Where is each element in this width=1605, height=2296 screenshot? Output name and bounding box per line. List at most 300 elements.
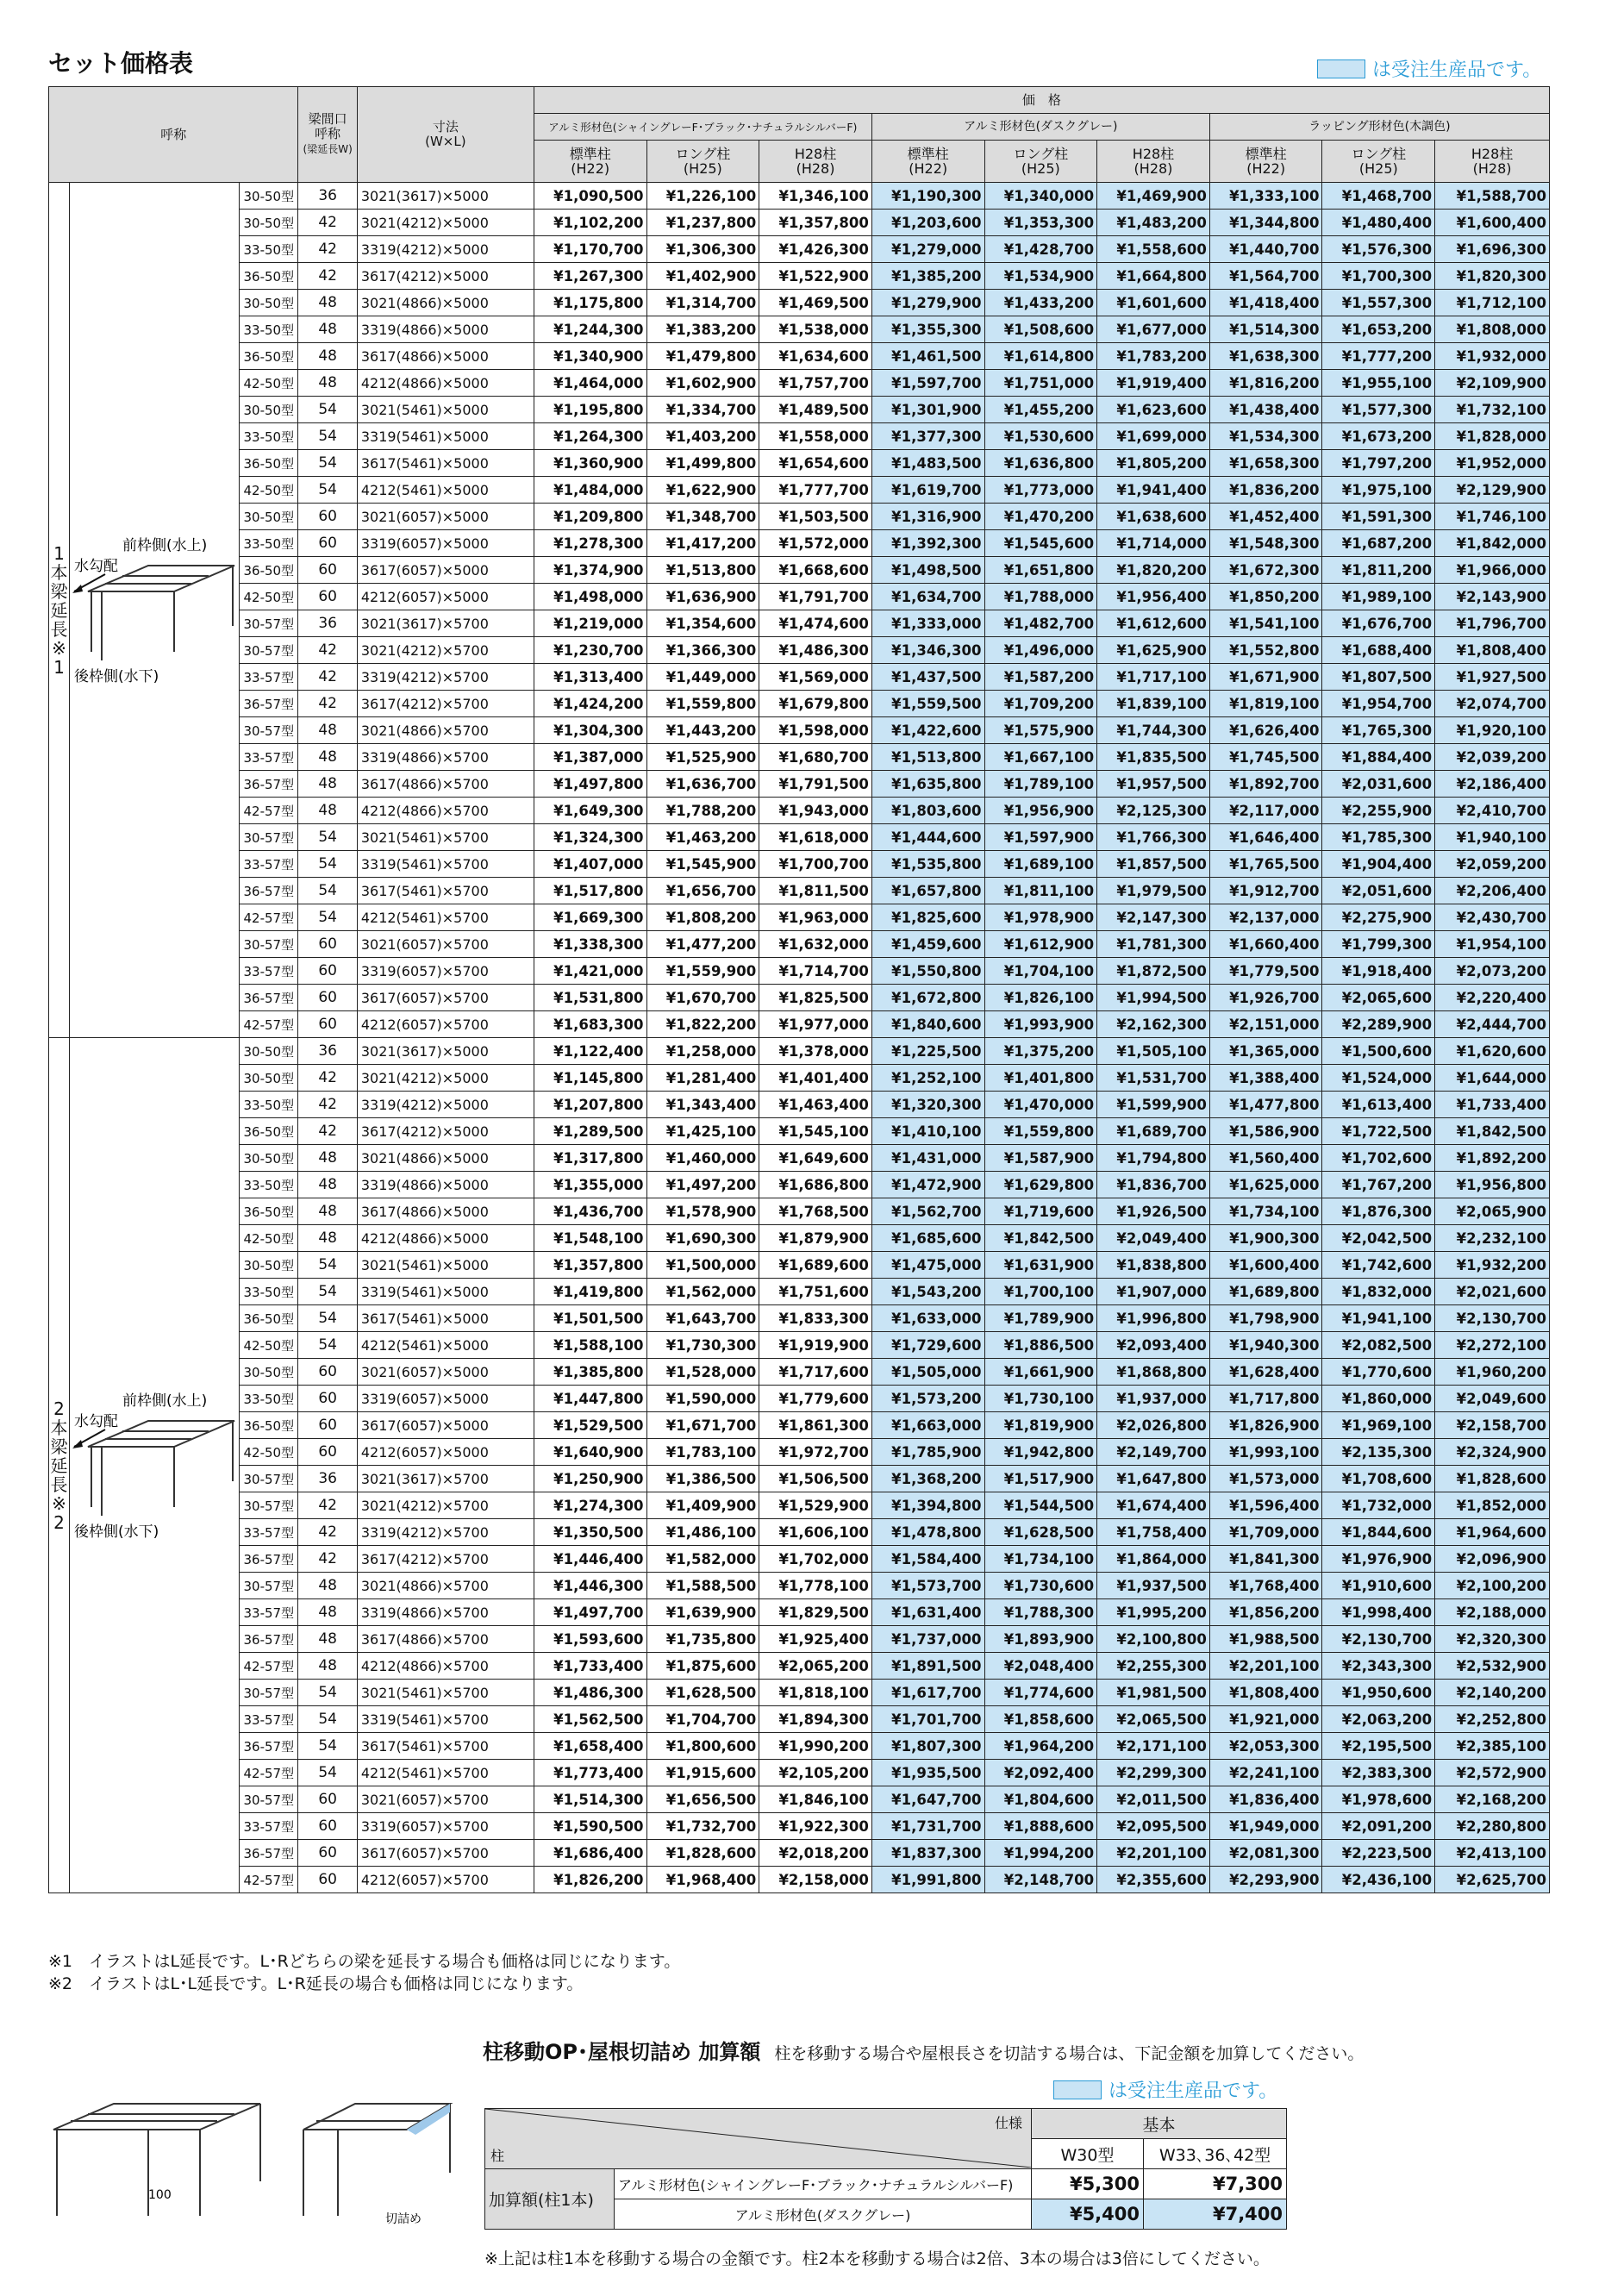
price-cell: ¥1,989,100 bbox=[1322, 584, 1435, 610]
price-cell: ¥1,789,100 bbox=[984, 771, 1097, 798]
price-cell: ¥1,219,000 bbox=[534, 610, 646, 637]
size-cell: 3319(5461)×5000 bbox=[357, 423, 534, 450]
type-cell: 30-50型 bbox=[240, 1065, 298, 1092]
notes bbox=[48, 1950, 680, 1995]
price-cell: ¥1,804,600 bbox=[984, 1786, 1097, 1813]
type-cell: 42-57型 bbox=[240, 1011, 298, 1038]
beam-width-cell: 42 bbox=[298, 263, 357, 290]
beam-width-cell: 36 bbox=[298, 183, 357, 210]
price-cell: ¥1,964,200 bbox=[984, 1733, 1097, 1760]
price-cell: ¥1,264,300 bbox=[534, 423, 646, 450]
beam-width-cell: 60 bbox=[298, 530, 357, 557]
beam-width-cell: 48 bbox=[298, 370, 357, 397]
price-cell: ¥2,073,200 bbox=[1435, 958, 1550, 985]
price-cell: ¥2,130,700 bbox=[1322, 1626, 1435, 1653]
price-cell: ¥1,433,200 bbox=[984, 290, 1097, 316]
price-cell: ¥2,117,000 bbox=[1209, 798, 1322, 824]
beam-width-cell: 36 bbox=[298, 1038, 357, 1065]
price-cell: ¥1,820,300 bbox=[1435, 263, 1550, 290]
type-cell: 30-57型 bbox=[240, 610, 298, 637]
type-cell: 30-50型 bbox=[240, 504, 298, 530]
price-cell: ¥1,699,000 bbox=[1097, 423, 1210, 450]
price-cell: ¥1,209,800 bbox=[534, 504, 646, 530]
type-cell: 42-50型 bbox=[240, 1332, 298, 1359]
price-cell: ¥1,531,700 bbox=[1097, 1065, 1210, 1092]
type-cell: 42-50型 bbox=[240, 1439, 298, 1466]
price-cell: ¥1,788,000 bbox=[984, 584, 1097, 610]
table-row bbox=[49, 1332, 1550, 1359]
price-cell: ¥1,836,400 bbox=[1209, 1786, 1322, 1813]
size-cell: 3021(3617)×5000 bbox=[357, 1038, 534, 1065]
price-cell: ¥1,419,800 bbox=[534, 1279, 646, 1305]
price-cell: ¥1,634,600 bbox=[759, 343, 872, 370]
price-cell: ¥1,587,900 bbox=[984, 1145, 1097, 1172]
price-cell: ¥1,700,300 bbox=[1322, 263, 1435, 290]
price-cell: ¥1,663,000 bbox=[871, 1412, 984, 1439]
price-cell: ¥1,860,000 bbox=[1322, 1386, 1435, 1412]
price-cell: ¥1,995,200 bbox=[1097, 1599, 1210, 1626]
table-row bbox=[49, 210, 1550, 236]
price-cell: ¥1,484,000 bbox=[534, 477, 646, 504]
price-cell: ¥1,647,800 bbox=[1097, 1466, 1210, 1492]
price-cell: ¥1,618,000 bbox=[759, 824, 872, 851]
price-cell: ¥1,857,500 bbox=[1097, 851, 1210, 878]
price-cell: ¥1,746,100 bbox=[1435, 504, 1550, 530]
price-cell: ¥1,732,700 bbox=[646, 1813, 759, 1840]
price-cell: ¥1,757,700 bbox=[759, 370, 872, 397]
size-cell: 3319(5461)×5000 bbox=[357, 1279, 534, 1305]
price-cell: ¥1,888,600 bbox=[984, 1813, 1097, 1840]
price-cell: ¥1,529,900 bbox=[759, 1492, 872, 1519]
price-cell: ¥1,798,900 bbox=[1209, 1305, 1322, 1332]
price-cell: ¥1,954,700 bbox=[1322, 691, 1435, 717]
price-cell: ¥1,383,200 bbox=[646, 316, 759, 343]
price-cell: ¥1,499,800 bbox=[646, 450, 759, 477]
size-cell: 3617(5461)×5700 bbox=[357, 1733, 534, 1760]
price-cell: ¥1,717,100 bbox=[1097, 664, 1210, 691]
type-cell: 36-57型 bbox=[240, 771, 298, 798]
beam-width-cell: 42 bbox=[298, 1118, 357, 1145]
price-cell: ¥1,590,500 bbox=[534, 1813, 646, 1840]
price-cell: ¥1,625,900 bbox=[1097, 637, 1210, 664]
price-cell: ¥1,431,000 bbox=[871, 1145, 984, 1172]
price-cell: ¥1,722,500 bbox=[1322, 1118, 1435, 1145]
price-cell: ¥1,470,200 bbox=[984, 504, 1097, 530]
price-cell: ¥1,313,400 bbox=[534, 664, 646, 691]
table-row bbox=[49, 744, 1550, 771]
price-cell: ¥1,758,400 bbox=[1097, 1519, 1210, 1546]
price-cell: ¥1,700,700 bbox=[759, 851, 872, 878]
price-cell: ¥1,957,500 bbox=[1097, 771, 1210, 798]
table-row bbox=[49, 1439, 1550, 1466]
price-cell: ¥1,884,400 bbox=[1322, 744, 1435, 771]
price-cell: ¥1,651,800 bbox=[984, 557, 1097, 584]
price-cell: ¥1,403,200 bbox=[646, 423, 759, 450]
size-cell: 3021(5461)×5700 bbox=[357, 824, 534, 851]
price-cell: ¥1,517,900 bbox=[984, 1466, 1097, 1492]
table-row bbox=[49, 236, 1550, 263]
price-cell: ¥1,978,900 bbox=[984, 904, 1097, 931]
option-w33-header: W33､36､42型 bbox=[1144, 2139, 1287, 2169]
table-row bbox=[49, 798, 1550, 824]
price-cell: ¥1,122,400 bbox=[534, 1038, 646, 1065]
price-cell: ¥1,500,000 bbox=[646, 1252, 759, 1279]
price-cell: ¥1,702,000 bbox=[759, 1546, 872, 1573]
price-cell: ¥2,430,700 bbox=[1435, 904, 1550, 931]
price-cell: ¥2,149,700 bbox=[1097, 1439, 1210, 1466]
price-cell: ¥1,811,200 bbox=[1322, 557, 1435, 584]
type-cell: 30-50型 bbox=[240, 397, 298, 423]
group-illustration bbox=[70, 183, 240, 1038]
price-cell: ¥1,444,600 bbox=[871, 824, 984, 851]
size-cell: 3021(5461)×5000 bbox=[357, 1252, 534, 1279]
price-cell: ¥1,670,700 bbox=[646, 985, 759, 1011]
header-color-group: アルミ形材色(シャイングレーF･ブラック･ナチュラルシルバーF) bbox=[534, 114, 871, 141]
price-cell: ¥2,100,800 bbox=[1097, 1626, 1210, 1653]
price-cell: ¥1,392,300 bbox=[871, 530, 984, 557]
price-cell: ¥1,530,600 bbox=[984, 423, 1097, 450]
price-cell: ¥1,791,500 bbox=[759, 771, 872, 798]
beam-width-cell: 54 bbox=[298, 1332, 357, 1359]
beam-width-cell: 42 bbox=[298, 1492, 357, 1519]
price-cell: ¥1,368,200 bbox=[871, 1466, 984, 1492]
table-row bbox=[49, 1466, 1550, 1492]
price-cell: ¥1,811,500 bbox=[759, 878, 872, 904]
type-cell: 36-50型 bbox=[240, 557, 298, 584]
price-cell: ¥1,588,700 bbox=[1435, 183, 1550, 210]
beam-width-cell: 48 bbox=[298, 1225, 357, 1252]
price-cell: ¥1,274,300 bbox=[534, 1492, 646, 1519]
price-cell: ¥1,816,200 bbox=[1209, 370, 1322, 397]
price-cell: ¥1,301,900 bbox=[871, 397, 984, 423]
price-cell: ¥1,447,800 bbox=[534, 1386, 646, 1412]
price-cell: ¥1,343,400 bbox=[646, 1092, 759, 1118]
price-cell: ¥2,065,900 bbox=[1435, 1198, 1550, 1225]
option-price: ¥7,400 bbox=[1144, 2199, 1287, 2230]
price-cell: ¥1,472,900 bbox=[871, 1172, 984, 1198]
type-cell: 30-50型 bbox=[240, 1359, 298, 1386]
price-cell: ¥1,688,400 bbox=[1322, 637, 1435, 664]
price-cell: ¥1,463,200 bbox=[646, 824, 759, 851]
header-post-type: H28柱 (H28) bbox=[759, 141, 872, 183]
size-cell: 3319(6057)×5700 bbox=[357, 1813, 534, 1840]
price-cell: ¥1,449,000 bbox=[646, 664, 759, 691]
type-cell: 30-50型 bbox=[240, 290, 298, 316]
page-title: セット価格表 bbox=[48, 49, 194, 78]
size-cell: 3021(6057)×5700 bbox=[357, 931, 534, 958]
size-cell: 3319(5461)×5700 bbox=[357, 851, 534, 878]
group-label: 2本梁延長※2 bbox=[49, 1038, 70, 1893]
price-cell: ¥1,534,300 bbox=[1209, 423, 1322, 450]
price-cell: ¥1,886,500 bbox=[984, 1332, 1097, 1359]
table-row bbox=[49, 290, 1550, 316]
price-cell: ¥1,226,100 bbox=[646, 183, 759, 210]
beam-width-cell: 60 bbox=[298, 1359, 357, 1386]
price-cell: ¥2,082,500 bbox=[1322, 1332, 1435, 1359]
price-cell: ¥1,524,000 bbox=[1322, 1065, 1435, 1092]
type-cell: 36-50型 bbox=[240, 450, 298, 477]
price-cell: ¥1,672,800 bbox=[871, 985, 984, 1011]
price-cell: ¥1,477,800 bbox=[1209, 1092, 1322, 1118]
header-post-type: 標準柱 (H22) bbox=[534, 141, 646, 183]
price-cell: ¥1,559,500 bbox=[871, 691, 984, 717]
price-cell: ¥1,425,100 bbox=[646, 1118, 759, 1145]
price-cell: ¥1,421,000 bbox=[534, 958, 646, 985]
size-cell: 4212(5461)×5700 bbox=[357, 1760, 534, 1786]
option-row-label: 加算額(柱1本) bbox=[485, 2169, 615, 2230]
table-row bbox=[49, 904, 1550, 931]
beam-width-cell: 42 bbox=[298, 664, 357, 691]
header-post-type: ロング柱 (H25) bbox=[1322, 141, 1435, 183]
group-label: 1本梁延長※1 bbox=[49, 183, 70, 1038]
beam-width-cell: 48 bbox=[298, 1145, 357, 1172]
beam-width-cell: 54 bbox=[298, 423, 357, 450]
price-cell: ¥1,340,900 bbox=[534, 343, 646, 370]
type-cell: 30-57型 bbox=[240, 717, 298, 744]
price-cell: ¥1,409,900 bbox=[646, 1492, 759, 1519]
price-cell: ¥1,572,000 bbox=[759, 530, 872, 557]
price-cell: ¥1,844,600 bbox=[1322, 1519, 1435, 1546]
price-cell: ¥1,626,400 bbox=[1209, 717, 1322, 744]
price-cell: ¥1,956,900 bbox=[984, 798, 1097, 824]
size-cell: 3021(6057)×5000 bbox=[357, 1359, 534, 1386]
price-cell: ¥1,674,400 bbox=[1097, 1492, 1210, 1519]
price-cell: ¥1,879,900 bbox=[759, 1225, 872, 1252]
price-cell: ¥1,978,600 bbox=[1322, 1786, 1435, 1813]
beam-width-cell: 54 bbox=[298, 904, 357, 931]
table-row bbox=[49, 1546, 1550, 1573]
price-cell: ¥2,051,600 bbox=[1322, 878, 1435, 904]
price-cell: ¥1,770,600 bbox=[1322, 1359, 1435, 1386]
beam-width-cell: 48 bbox=[298, 1599, 357, 1626]
price-cell: ¥1,596,400 bbox=[1209, 1492, 1322, 1519]
price-cell: ¥1,388,400 bbox=[1209, 1065, 1322, 1092]
price-cell: ¥1,577,300 bbox=[1322, 397, 1435, 423]
price-cell: ¥1,960,200 bbox=[1435, 1359, 1550, 1386]
price-cell: ¥2,140,200 bbox=[1435, 1680, 1550, 1706]
price-cell: ¥1,573,200 bbox=[871, 1386, 984, 1412]
price-cell: ¥1,629,800 bbox=[984, 1172, 1097, 1198]
option-legend bbox=[1053, 2076, 1277, 2103]
price-cell: ¥1,090,500 bbox=[534, 183, 646, 210]
type-cell: 30-50型 bbox=[240, 1252, 298, 1279]
price-cell: ¥2,092,400 bbox=[984, 1760, 1097, 1786]
price-cell: ¥1,679,800 bbox=[759, 691, 872, 717]
beam-width-cell: 42 bbox=[298, 210, 357, 236]
price-cell: ¥2,135,300 bbox=[1322, 1439, 1435, 1466]
price-cell: ¥2,059,200 bbox=[1435, 851, 1550, 878]
price-cell: ¥1,635,800 bbox=[871, 771, 984, 798]
price-cell: ¥1,505,100 bbox=[1097, 1038, 1210, 1065]
price-cell: ¥1,350,500 bbox=[534, 1519, 646, 1546]
price-cell: ¥1,919,400 bbox=[1097, 370, 1210, 397]
price-cell: ¥1,355,000 bbox=[534, 1172, 646, 1198]
price-cell: ¥1,669,300 bbox=[534, 904, 646, 931]
illus-back-label: 後枠側(水下) bbox=[74, 1523, 159, 1541]
price-cell: ¥1,468,700 bbox=[1322, 183, 1435, 210]
price-cell: ¥2,410,700 bbox=[1435, 798, 1550, 824]
beam-width-cell: 60 bbox=[298, 1412, 357, 1439]
price-cell: ¥1,673,200 bbox=[1322, 423, 1435, 450]
price-cell: ¥2,063,200 bbox=[1322, 1706, 1435, 1733]
price-cell: ¥1,687,200 bbox=[1322, 530, 1435, 557]
size-cell: 3617(6057)×5000 bbox=[357, 557, 534, 584]
option-table bbox=[484, 2108, 1287, 2230]
beam-width-cell: 54 bbox=[298, 1733, 357, 1760]
price-cell: ¥1,623,600 bbox=[1097, 397, 1210, 423]
table-row bbox=[49, 1279, 1550, 1305]
price-cell: ¥1,954,100 bbox=[1435, 931, 1550, 958]
price-cell: ¥1,195,800 bbox=[534, 397, 646, 423]
beam-width-cell: 48 bbox=[298, 717, 357, 744]
price-cell: ¥1,937,000 bbox=[1097, 1386, 1210, 1412]
price-cell: ¥1,656,700 bbox=[646, 878, 759, 904]
price-cell: ¥1,783,200 bbox=[1097, 343, 1210, 370]
price-cell: ¥1,800,600 bbox=[646, 1733, 759, 1760]
type-cell: 42-57型 bbox=[240, 904, 298, 931]
price-cell: ¥1,683,300 bbox=[534, 1011, 646, 1038]
size-cell: 3617(5461)×5700 bbox=[357, 878, 534, 904]
price-cell: ¥2,039,200 bbox=[1435, 744, 1550, 771]
price-table bbox=[48, 86, 1550, 1893]
price-cell: ¥1,535,800 bbox=[871, 851, 984, 878]
price-cell: ¥2,324,900 bbox=[1435, 1439, 1550, 1466]
price-cell: ¥1,601,600 bbox=[1097, 290, 1210, 316]
size-cell: 4212(5461)×5700 bbox=[357, 904, 534, 931]
price-cell: ¥1,357,800 bbox=[759, 210, 872, 236]
type-cell: 36-57型 bbox=[240, 985, 298, 1011]
price-cell: ¥2,186,400 bbox=[1435, 771, 1550, 798]
price-cell: ¥1,636,800 bbox=[984, 450, 1097, 477]
price-cell: ¥2,293,900 bbox=[1209, 1867, 1322, 1893]
type-cell: 30-57型 bbox=[240, 1492, 298, 1519]
header-size: 寸法 (W×L) bbox=[357, 87, 534, 183]
price-cell: ¥1,346,100 bbox=[759, 183, 872, 210]
corner-diagonal bbox=[485, 2109, 1032, 2168]
price-cell: ¥1,477,200 bbox=[646, 931, 759, 958]
illus-dim-label: 100 bbox=[148, 2188, 172, 2202]
price-cell: ¥1,660,400 bbox=[1209, 931, 1322, 958]
price-cell: ¥1,745,500 bbox=[1209, 744, 1322, 771]
price-cell: ¥1,496,000 bbox=[984, 637, 1097, 664]
price-cell: ¥1,207,800 bbox=[534, 1092, 646, 1118]
price-cell: ¥1,828,600 bbox=[646, 1840, 759, 1867]
option-w30-header: W30型 bbox=[1032, 2139, 1144, 2169]
type-cell: 33-57型 bbox=[240, 1519, 298, 1546]
price-cell: ¥1,230,700 bbox=[534, 637, 646, 664]
size-cell: 3021(4866)×5700 bbox=[357, 717, 534, 744]
price-cell: ¥1,600,400 bbox=[1209, 1252, 1322, 1279]
price-cell: ¥2,129,900 bbox=[1435, 477, 1550, 504]
type-cell: 33-50型 bbox=[240, 1172, 298, 1198]
size-cell: 3021(5461)×5000 bbox=[357, 397, 534, 423]
price-cell: ¥1,378,000 bbox=[759, 1038, 872, 1065]
price-cell: ¥1,846,100 bbox=[759, 1786, 872, 1813]
price-cell: ¥2,048,400 bbox=[984, 1653, 1097, 1680]
price-cell: ¥1,203,600 bbox=[871, 210, 984, 236]
price-cell: ¥1,365,000 bbox=[1209, 1038, 1322, 1065]
price-cell: ¥2,241,100 bbox=[1209, 1760, 1322, 1786]
price-cell: ¥1,876,300 bbox=[1322, 1198, 1435, 1225]
beam-width-cell: 54 bbox=[298, 1305, 357, 1332]
price-cell: ¥1,808,000 bbox=[1435, 316, 1550, 343]
beam-width-cell: 48 bbox=[298, 1172, 357, 1198]
header-post-type: 標準柱 (H22) bbox=[1209, 141, 1322, 183]
price-cell: ¥1,826,900 bbox=[1209, 1412, 1322, 1439]
price-cell: ¥1,258,000 bbox=[646, 1038, 759, 1065]
price-cell: ¥1,620,600 bbox=[1435, 1038, 1550, 1065]
price-cell: ¥1,993,900 bbox=[984, 1011, 1097, 1038]
header-post-type: H28柱 (H28) bbox=[1435, 141, 1550, 183]
table-row bbox=[49, 1760, 1550, 1786]
price-cell: ¥1,657,800 bbox=[871, 878, 984, 904]
type-cell: 33-50型 bbox=[240, 1279, 298, 1305]
size-cell: 3021(4212)×5700 bbox=[357, 1492, 534, 1519]
price-cell: ¥1,576,300 bbox=[1322, 236, 1435, 263]
price-cell: ¥1,785,300 bbox=[1322, 824, 1435, 851]
price-cell: ¥2,572,900 bbox=[1435, 1760, 1550, 1786]
price-cell: ¥1,401,800 bbox=[984, 1065, 1097, 1092]
post-move-illustration bbox=[45, 2095, 459, 2224]
price-cell: ¥1,545,100 bbox=[759, 1118, 872, 1145]
size-cell: 4212(4866)×5700 bbox=[357, 798, 534, 824]
price-cell: ¥1,634,700 bbox=[871, 584, 984, 610]
type-cell: 33-50型 bbox=[240, 316, 298, 343]
price-cell: ¥1,417,200 bbox=[646, 530, 759, 557]
price-cell: ¥2,148,700 bbox=[984, 1867, 1097, 1893]
table-row bbox=[49, 1626, 1550, 1653]
price-cell: ¥1,734,100 bbox=[1209, 1198, 1322, 1225]
size-cell: 3021(3617)×5700 bbox=[357, 1466, 534, 1492]
beam-width-cell: 48 bbox=[298, 1626, 357, 1653]
price-cell: ¥2,171,100 bbox=[1097, 1733, 1210, 1760]
price-cell: ¥1,593,600 bbox=[534, 1626, 646, 1653]
header-post-type: ロング柱 (H25) bbox=[984, 141, 1097, 183]
table-row bbox=[49, 985, 1550, 1011]
price-cell: ¥1,773,000 bbox=[984, 477, 1097, 504]
size-cell: 4212(6057)×5000 bbox=[357, 1439, 534, 1466]
price-cell: ¥1,797,200 bbox=[1322, 450, 1435, 477]
size-cell: 3617(4212)×5700 bbox=[357, 1546, 534, 1573]
price-cell: ¥1,480,400 bbox=[1322, 210, 1435, 236]
price-cell: ¥1,591,300 bbox=[1322, 504, 1435, 530]
price-cell: ¥1,861,300 bbox=[759, 1412, 872, 1439]
price-cell: ¥2,147,300 bbox=[1097, 904, 1210, 931]
price-cell: ¥1,289,500 bbox=[534, 1118, 646, 1145]
table-row bbox=[49, 1573, 1550, 1599]
price-cell: ¥1,640,900 bbox=[534, 1439, 646, 1466]
price-cell: ¥2,168,200 bbox=[1435, 1786, 1550, 1813]
table-row bbox=[49, 1118, 1550, 1145]
price-cell: ¥1,459,600 bbox=[871, 931, 984, 958]
type-cell: 36-50型 bbox=[240, 1305, 298, 1332]
price-cell: ¥1,636,900 bbox=[646, 584, 759, 610]
price-cell: ¥1,842,500 bbox=[984, 1225, 1097, 1252]
price-cell: ¥1,915,600 bbox=[646, 1760, 759, 1786]
price-cell: ¥1,394,800 bbox=[871, 1492, 984, 1519]
illus-cut-label: 切詰め bbox=[385, 2212, 422, 2224]
type-cell: 36-50型 bbox=[240, 263, 298, 290]
size-cell: 3617(6057)×5700 bbox=[357, 985, 534, 1011]
beam-width-cell: 54 bbox=[298, 1706, 357, 1733]
price-cell: ¥1,777,200 bbox=[1322, 343, 1435, 370]
price-cell: ¥2,383,300 bbox=[1322, 1760, 1435, 1786]
price-cell: ¥1,926,500 bbox=[1097, 1198, 1210, 1225]
price-cell: ¥1,734,100 bbox=[984, 1546, 1097, 1573]
header-post-type: 標準柱 (H22) bbox=[871, 141, 984, 183]
price-cell: ¥1,401,400 bbox=[759, 1065, 872, 1092]
price-cell: ¥1,346,300 bbox=[871, 637, 984, 664]
